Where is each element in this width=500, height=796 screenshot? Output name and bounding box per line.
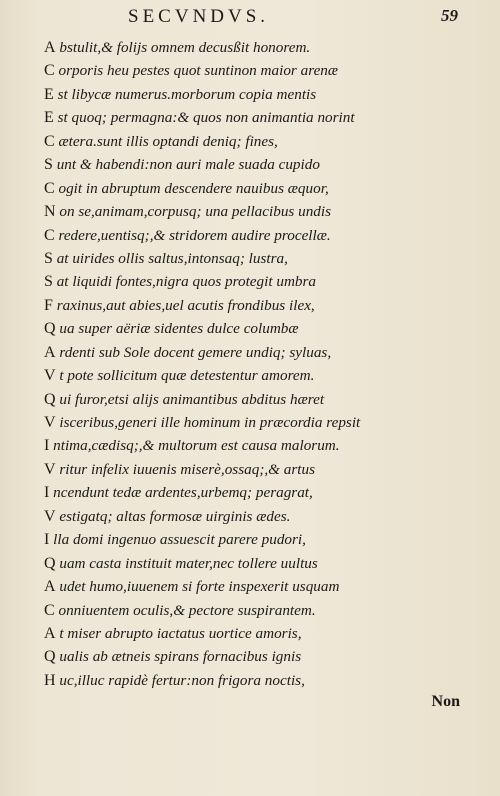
verse-text: ui furor,etsi alijs animantibus abditus hæret xyxy=(55,390,325,408)
verse-line xyxy=(44,224,464,247)
verse-text: rdenti sub Sole docent gemere undiq; syluas, xyxy=(55,343,332,361)
verse-initial: I xyxy=(44,531,50,549)
verse-initial: S xyxy=(44,156,53,174)
verse-text: at uirides ollis saltus,intonsaq; lustra, xyxy=(52,249,288,267)
verse-line xyxy=(44,388,464,411)
verse-line xyxy=(44,130,464,153)
verse-line xyxy=(44,106,464,129)
verse-line xyxy=(44,364,464,387)
verse-initial: S xyxy=(44,273,53,291)
verse-line xyxy=(44,270,464,293)
verse-text: orporis heu pestes quot suntinon maior arenæ xyxy=(54,62,339,80)
verse-line xyxy=(44,552,464,575)
verse-text: t miser abrupto iactatus uortice amoris, xyxy=(55,624,302,642)
verse-text: raxinus,aut abies,uel acutis frondibus ilex, xyxy=(52,296,315,314)
verse-text: uam casta instituit mater,nec tollere uultus xyxy=(55,554,318,572)
verse-block xyxy=(44,36,464,692)
verse-text: unt & habendi:non auri male suada cupido xyxy=(52,156,320,174)
verse-line xyxy=(44,599,464,622)
verse-line xyxy=(44,59,464,82)
verse-text: ogit in abruptum descendere nauibus æquor, xyxy=(54,179,329,197)
verse-text: ncendunt tedæ ardentes,urbemq; peragrat, xyxy=(49,484,313,502)
verse-text: bstulit,& folijs omnem decusßit honorem. xyxy=(55,39,311,56)
verse-line xyxy=(44,434,464,457)
verse-line xyxy=(44,481,464,504)
verse-text: lla domi ingenuo assuescit parere pudori, xyxy=(49,531,306,549)
verse-text: ætera.sunt illis optandi deniq; fines, xyxy=(54,132,278,150)
verse-line xyxy=(44,645,464,668)
verse-initial: V xyxy=(44,367,56,385)
verse-text: redere,uentisq;,& stridorem audire procellæ. xyxy=(54,226,331,244)
page-number: 59 xyxy=(441,6,458,25)
page-header xyxy=(0,2,500,30)
verse-initial: A xyxy=(44,343,56,361)
verse-line xyxy=(44,411,464,434)
verse-initial: V xyxy=(44,507,56,525)
verse-text: onniuentem oculis,& pectore suspirantem. xyxy=(54,601,316,619)
verse-line xyxy=(44,505,464,528)
verse-text: ua super aëriæ sidentes dulce columbæ xyxy=(55,320,299,338)
verse-text: at liquidi fontes,nigra quos protegit umbra xyxy=(52,273,317,291)
verse-initial: F xyxy=(44,296,53,314)
verse-text: st libycæ numerus.morborum copia mentis xyxy=(53,85,317,103)
verse-initial: A xyxy=(44,624,56,642)
verse-initial: H xyxy=(44,671,56,689)
verse-text: uc,illuc rapidè fertur:non frigora noctis, xyxy=(55,671,305,689)
verse-initial: C xyxy=(44,132,55,150)
verse-line xyxy=(44,575,464,598)
verse-initial: Q xyxy=(44,554,56,572)
verse-text: udet humo,iuuenem si forte inspexerit usquam xyxy=(55,578,340,596)
verse-line xyxy=(44,153,464,176)
verse-text: ntima,cædisq;,& multorum est causa malorum. xyxy=(49,437,340,455)
verse-text: ritur infelix iuuenis miserè,ossaq;,& artus xyxy=(55,460,316,478)
verse-initial: A xyxy=(44,578,56,596)
verse-text: st quoq; permagna:& quos non animantia norint xyxy=(53,109,355,127)
verse-text: estigatq; altas formosæ uirginis ædes. xyxy=(55,507,291,525)
verse-text: isceribus,generi ille hominum in præcordia repsit xyxy=(55,414,361,431)
verse-line xyxy=(44,200,464,223)
verse-line xyxy=(44,622,464,645)
verse-line xyxy=(44,177,464,200)
verse-text: t pote sollicitum quæ detestentur amorem. xyxy=(55,367,315,385)
verse-line xyxy=(44,458,464,481)
verse-initial: A xyxy=(44,39,56,56)
verse-line xyxy=(44,36,464,59)
verse-initial: I xyxy=(44,484,50,502)
verse-line xyxy=(44,341,464,364)
catchword: Non xyxy=(431,693,460,710)
verse-line xyxy=(44,247,464,270)
verse-initial: C xyxy=(44,226,55,244)
verse-initial: V xyxy=(44,460,56,478)
verse-initial: Q xyxy=(44,390,56,408)
verse-initial: E xyxy=(44,85,54,103)
verse-initial: I xyxy=(44,437,50,455)
verse-initial: V xyxy=(44,414,56,431)
verse-initial: C xyxy=(44,601,55,619)
verse-initial: C xyxy=(44,179,55,197)
running-head: SECVNDVS. xyxy=(128,6,270,27)
verse-line xyxy=(44,669,464,692)
verse-initial: Q xyxy=(44,320,56,338)
verse-initial: N xyxy=(44,203,56,221)
verse-initial: S xyxy=(44,249,53,267)
verse-initial: E xyxy=(44,109,54,127)
verse-initial: C xyxy=(44,62,55,80)
verse-text: on se,animam,corpusq; una pellacibus undis xyxy=(55,203,332,221)
verse-text: ualis ab ætneis spirans fornacibus ignis xyxy=(55,648,302,666)
verse-line xyxy=(44,83,464,106)
verse-line xyxy=(44,294,464,317)
verse-line xyxy=(44,528,464,551)
verse-line xyxy=(44,317,464,340)
verse-initial: Q xyxy=(44,648,56,666)
